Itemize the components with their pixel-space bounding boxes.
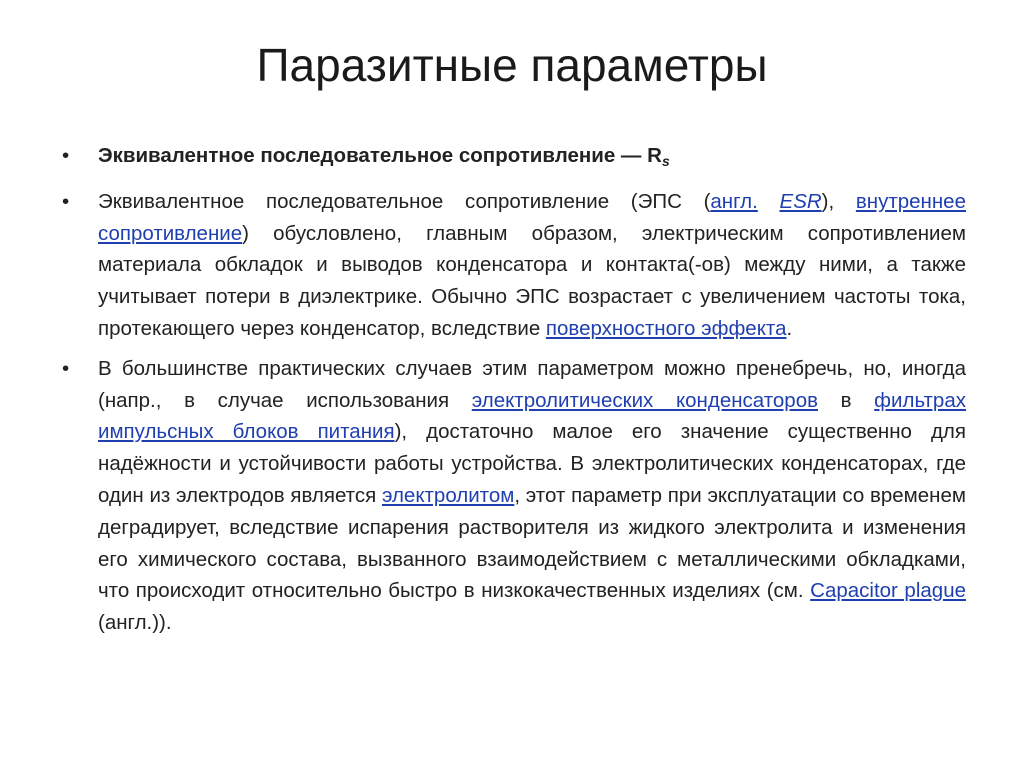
bullet-dot: •	[62, 356, 70, 380]
text-run: В большинстве практических случаев этим параметром можно пренебречь, но, иногда (напр., в случае использования	[98, 356, 966, 412]
text-run: ),	[821, 189, 856, 213]
text-run: (англ.)).	[98, 611, 172, 635]
link-filters[interactable]: фильтрах	[874, 388, 966, 412]
text-run: Эквивалентное последовательное сопротивление (ЭПС (	[98, 189, 711, 213]
link-electrolytic-capacitors[interactable]: электролитических конденсаторов	[471, 388, 818, 412]
text-run: ), достаточно малое его значение существенно для надёжности и устойчивости работы устройства. В электролитических конденсаторах, где один из электродов является	[98, 420, 966, 507]
text-run: .	[786, 316, 793, 340]
text-run: в	[818, 388, 875, 412]
slide-title: Паразитные параметры	[256, 39, 768, 91]
link-switching-power-supplies[interactable]: импульсных блоков питания	[98, 420, 395, 444]
bullet-dot: •	[62, 189, 70, 213]
link-electrolyte[interactable]: электролитом	[381, 483, 515, 507]
link-angl[interactable]: англ.	[710, 189, 758, 213]
text-run	[758, 190, 780, 213]
bullet-heading: Эквивалентное последовательное сопротивление — R	[98, 144, 662, 167]
subscript-s: s	[661, 153, 670, 169]
link-internal-resistance[interactable]: внутреннее сопротивление	[98, 189, 966, 245]
bullet-text	[98, 353, 966, 639]
slide-body	[62, 140, 966, 639]
link-capacitor-plague[interactable]: Capacitor plague	[810, 579, 966, 603]
bullet-dot: •	[62, 144, 70, 167]
bullet-item	[62, 353, 966, 639]
bullet-text	[98, 186, 966, 345]
bullet-item	[62, 186, 966, 345]
bullet-text	[98, 140, 966, 178]
link-esr[interactable]: ESR	[779, 189, 822, 213]
text-run: ) обусловлено, главным образом, электрическим сопротивлением материала обкладок и выводов конденсатора и контакта(-ов) между ними, а также учитывает потери в диэлектрике. Обычно ЭПС возрастает с увеличением частоты тока, протекающего через конденсатор, вследствие	[98, 221, 966, 340]
link-skin-effect[interactable]: поверхностного эффекта	[545, 316, 787, 340]
text-run: , этот параметр при эксплуатации со временем деградирует, вследствие испарения растворителя из жидкого электролита и изменения его химического состава, вызванного взаимодействием с металлическими обкладками, что происходит относительно быстро в низкокачественных изделиях (см.	[98, 483, 966, 603]
bullet-item	[62, 140, 966, 178]
